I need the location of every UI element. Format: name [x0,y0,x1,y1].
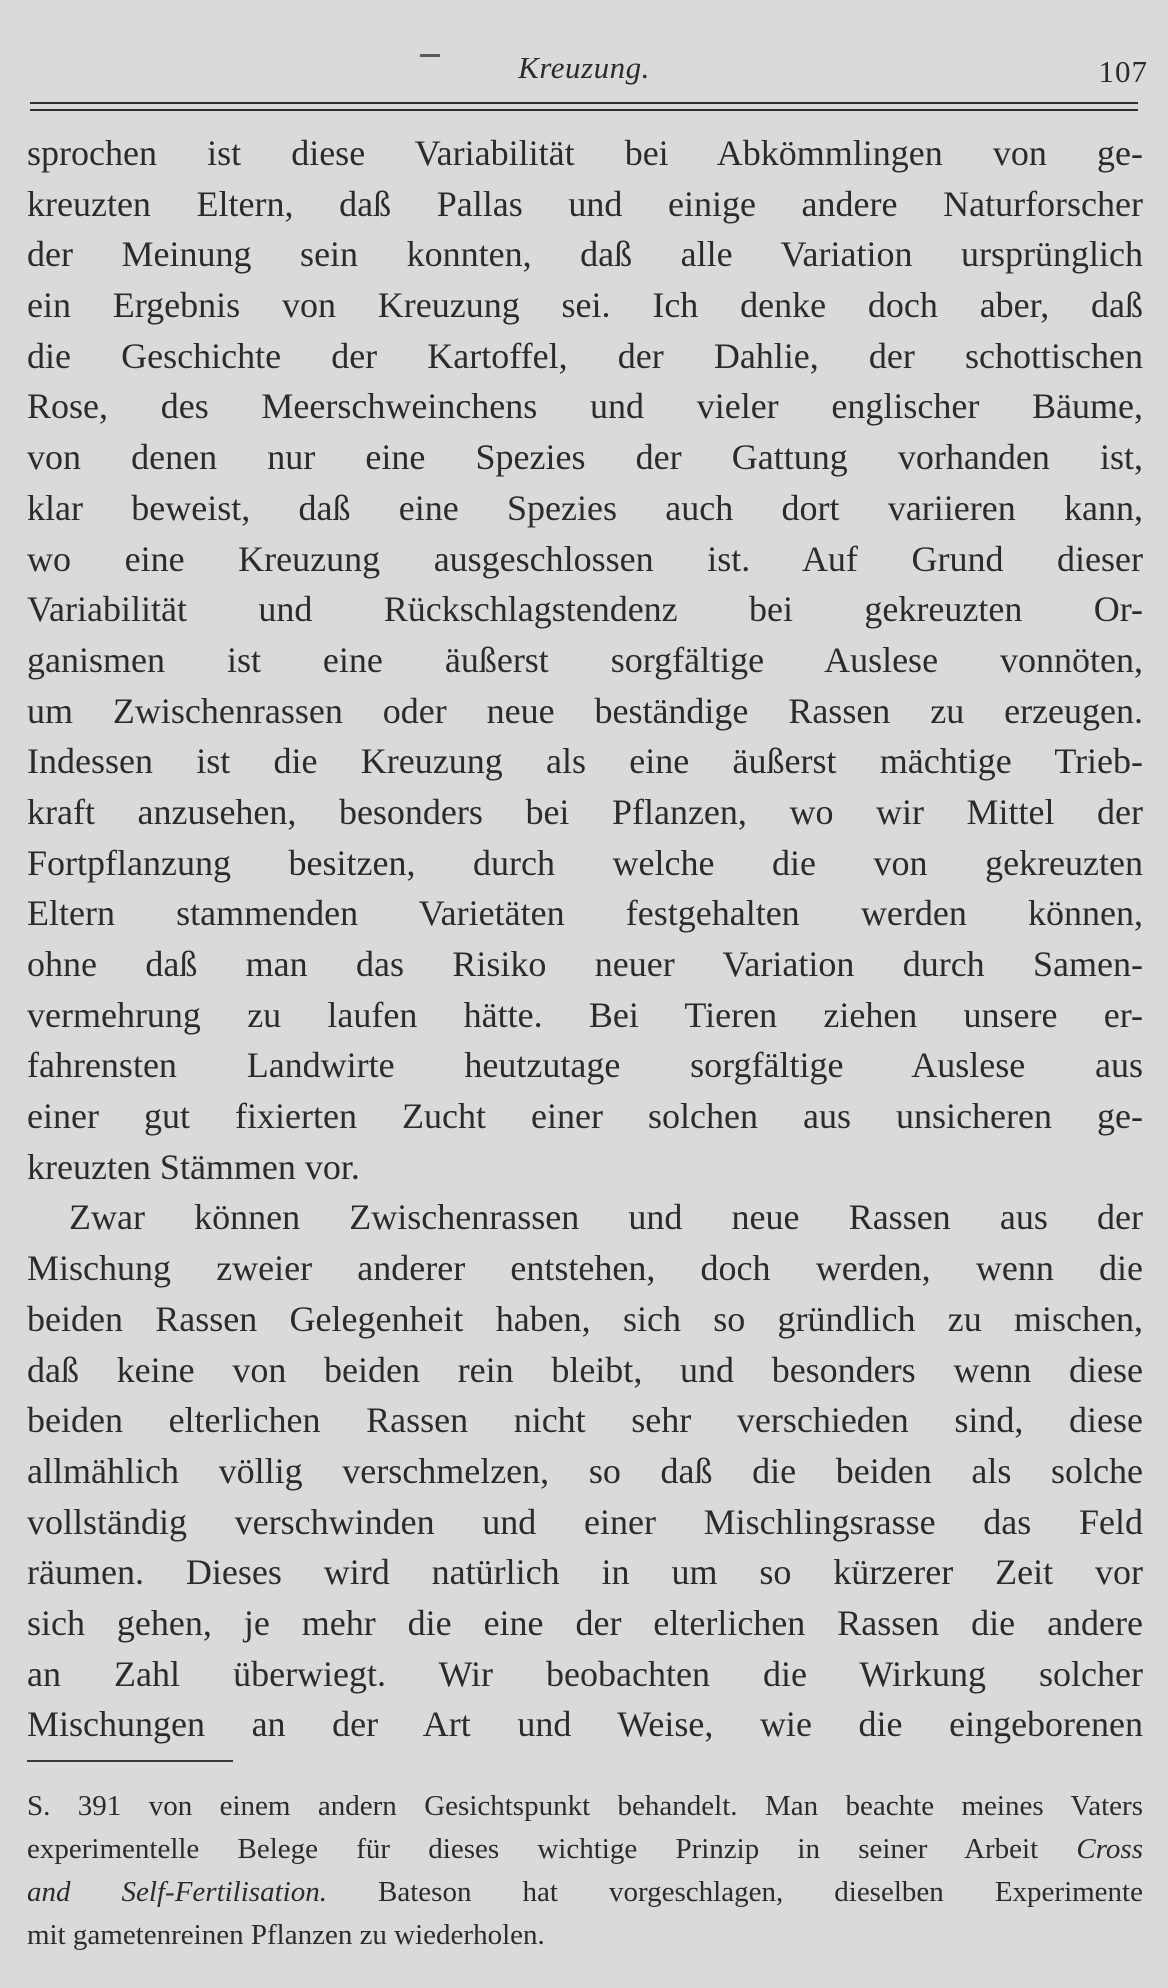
footnote [27,1785,1143,1957]
footnote-text: Bateson hat vorgeschlagen, dieselben Experimente [378,1876,1143,1908]
body-line: Rose, des Meerschweinchens und vieler englischer Bäume, [27,386,1143,427]
body-line: beiden elterlichen Rassen nicht sehr verschieden sind, diese [27,1400,1143,1441]
body-line: ohne daß man das Risiko neuer Variation durch Samen- [27,944,1143,984]
body-line: daß keine von beiden rein bleibt, und besonders wenn diese [27,1349,1143,1390]
body-line: die Geschichte der Kartoffel, der Dahlie, der schottischen [27,335,1143,376]
footnote-line: S. 391 von einem andern Gesichtspunkt behandelt. Man beachte meines Vaters [27,1790,1143,1822]
body-line: räumen. Dieses wird natürlich in um so kürzerer Zeit vor [27,1552,1143,1593]
page-number: 107 [1098,54,1148,89]
body-line: von denen nur eine Spezies der Gattung vorhanden ist, [27,437,1143,478]
footnote-line [27,1871,1143,1914]
body-line: ein Ergebnis von Kreuzung sei. Ich denke doch aber, daß [27,285,1143,326]
footnote-title-italic: and Self-Fertilisation. [27,1876,327,1908]
body-line: Fortpflanzung besitzen, durch welche die von gekreuzten [27,842,1143,883]
body-line: wo eine Kreuzung ausgeschlossen ist. Auf Grund dieser [27,538,1143,579]
running-title: Kreuzung. [518,50,650,85]
footnote-text: experimentelle Belege für dieses wichtige Prinzip in seiner Arbeit [27,1833,1039,1865]
footnote-rule [27,1760,233,1762]
body-line: an Zahl überwiegt. Wir beobachten die Wirkung solcher [27,1653,1143,1694]
body-line: sprochen ist diese Variabilität bei Abkömmlingen von ge- [27,133,1143,173]
body-line: der Meinung sein konnten, daß alle Variation ursprünglich [27,234,1143,275]
body-line: Indessen ist die Kreuzung als eine äußerst mächtige Trieb- [27,741,1143,782]
body-line: fahrensten Landwirte heutzutage sorgfältige Auslese aus [27,1045,1143,1086]
header-rule-top [30,102,1138,104]
body-line: Mischung zweier anderer entstehen, doch werden, wenn die [27,1248,1143,1289]
body-line: sich gehen, je mehr die eine der elterlichen Rassen die andere [27,1602,1143,1643]
body-line: ganismen ist eine äußerst sorgfältige Auslese vonnöten, [27,639,1143,680]
footnote-title-italic: Cross [1076,1833,1143,1865]
body-line: klar beweist, daß eine Spezies auch dort variieren kann, [27,487,1143,528]
body-line: kreuzten Stämmen vor. [27,1146,360,1187]
body-line: um Zwischenrassen oder neue beständige Rassen zu erzeugen. [27,690,1143,731]
body-line: vollständig verschwinden und einer Mischlingsrasse das Feld [27,1501,1143,1542]
body-line: Mischungen an der Art und Weise, wie die eingeborenen [27,1704,1143,1745]
body-text [27,128,1143,1750]
footnote-line: mit gametenreinen Pflanzen zu wiederholen. [27,1919,545,1951]
running-head [0,44,1168,94]
body-line: einer gut fixierten Zucht einer solchen aus unsicheren ge- [27,1096,1143,1137]
footnote-line [27,1828,1143,1871]
body-line: Eltern stammenden Varietäten festgehalten werden können, [27,893,1143,934]
body-line: allmählich völlig verschmelzen, so daß die beiden als solche [27,1450,1143,1491]
body-line: kreuzten Eltern, daß Pallas und einige andere Naturforscher [27,183,1143,224]
body-line: kraft anzusehen, besonders bei Pflanzen, wo wir Mittel der [27,791,1143,832]
body-line: Variabilität und Rückschlagstendenz bei gekreuzten Or- [27,589,1143,630]
body-line: Zwar können Zwischenrassen und neue Rassen aus der [69,1197,1143,1238]
header-rule-bottom [30,109,1138,111]
body-line: vermehrung zu laufen hätte. Bei Tieren ziehen unsere er- [27,994,1143,1035]
body-line: beiden Rassen Gelegenheit haben, sich so gründlich zu mischen, [27,1298,1143,1339]
